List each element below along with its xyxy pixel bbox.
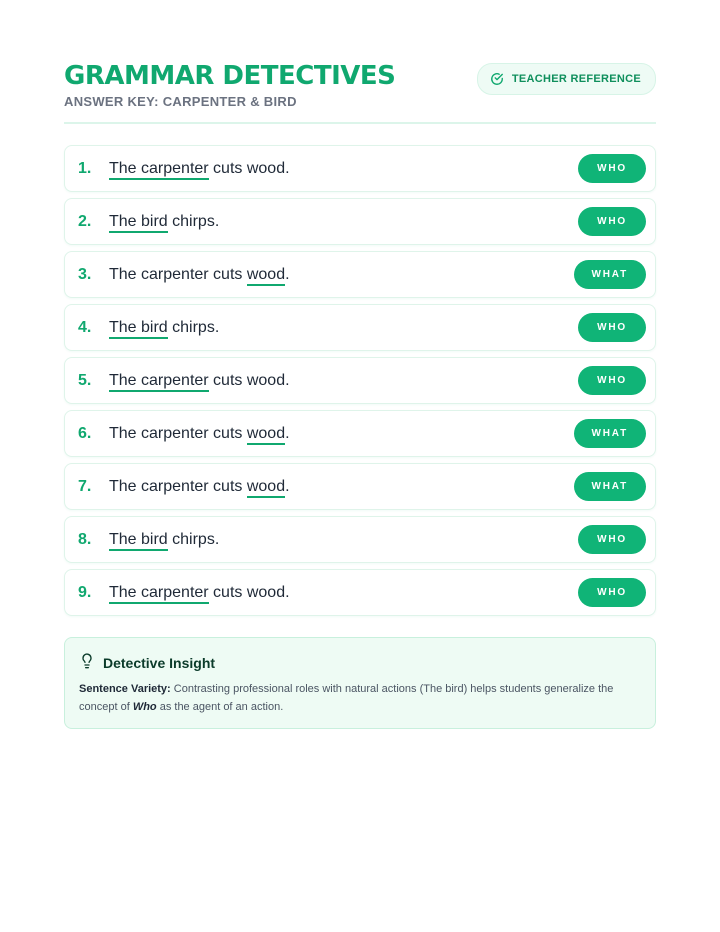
insight-emphasis: Who: [132, 701, 157, 713]
sentence-post: chirps.: [167, 213, 220, 230]
row-number: 8.: [78, 531, 92, 548]
answer-list: [64, 145, 656, 622]
sentence-post: .: [285, 266, 290, 283]
row-sentence: [109, 199, 219, 244]
row-number: 3.: [78, 266, 92, 283]
row-number: 2.: [78, 213, 92, 230]
answer-tag: WHAT: [574, 419, 646, 448]
sentence-underlined: The bird: [109, 319, 168, 339]
answer-tag: WHO: [578, 313, 646, 342]
answer-row: [64, 198, 656, 245]
insight-lead: Sentence Variety:: [79, 683, 171, 695]
sentence-underlined: wood: [247, 425, 285, 445]
row-sentence: [109, 411, 290, 456]
sentence-post: .: [285, 425, 290, 442]
page-subtitle: ANSWER KEY: CARPENTER & BIRD: [64, 94, 297, 109]
check-circle-icon: [490, 72, 504, 86]
answer-tag: WHO: [578, 366, 646, 395]
detective-insight-panel: [64, 637, 656, 729]
answer-row: [64, 410, 656, 457]
sentence-post: cuts wood.: [208, 160, 290, 177]
row-sentence: [109, 464, 290, 509]
page-header: [64, 60, 656, 112]
row-number: 6.: [78, 425, 92, 442]
sentence-pre: The carpenter cuts: [109, 478, 247, 495]
answer-row: [64, 463, 656, 510]
row-number: 7.: [78, 478, 92, 495]
teacher-reference-badge: [477, 63, 656, 95]
sentence-post: .: [285, 478, 290, 495]
sentence-post: chirps.: [167, 531, 220, 548]
answer-tag: WHAT: [574, 472, 646, 501]
row-number: 9.: [78, 584, 92, 601]
answer-tag: WHO: [578, 578, 646, 607]
row-number: 4.: [78, 319, 92, 336]
sentence-post: chirps.: [167, 319, 220, 336]
badge-label: TEACHER REFERENCE: [511, 73, 641, 85]
row-sentence: [109, 305, 219, 350]
insight-header: [79, 652, 641, 674]
answer-row: [64, 357, 656, 404]
sentence-pre: The carpenter cuts: [109, 425, 247, 442]
insight-text-2: as the agent of an action.: [156, 701, 284, 713]
sentence-underlined: wood: [247, 478, 285, 498]
row-number: 5.: [78, 372, 92, 389]
header-divider: [64, 122, 656, 124]
answer-row: [64, 304, 656, 351]
insight-text-1: Contrasting professional roles with natural actions (The bird) helps students generalize the concept of: [79, 683, 614, 713]
row-sentence: [109, 570, 290, 615]
sentence-pre: The carpenter cuts: [109, 266, 247, 283]
sentence-underlined: The bird: [109, 531, 168, 551]
row-sentence: [109, 146, 290, 191]
row-sentence: [109, 517, 219, 562]
answer-tag: WHO: [578, 207, 646, 236]
page-title: GRAMMAR DETECTIVES: [64, 61, 396, 91]
answer-row: [64, 251, 656, 298]
answer-tag: WHO: [578, 154, 646, 183]
insight-body: [79, 680, 641, 716]
sentence-post: cuts wood.: [208, 584, 290, 601]
sentence-underlined: The carpenter: [109, 584, 209, 604]
sentence-underlined: The carpenter: [109, 160, 209, 180]
answer-row: [64, 145, 656, 192]
answer-tag: WHAT: [574, 260, 646, 289]
row-number: 1.: [78, 160, 92, 177]
insight-title: Detective Insight: [103, 655, 216, 671]
sentence-underlined: wood: [247, 266, 285, 286]
sentence-underlined: The carpenter: [109, 372, 209, 392]
sentence-post: cuts wood.: [208, 372, 290, 389]
lightbulb-icon: [79, 652, 95, 675]
row-sentence: [109, 252, 290, 297]
row-sentence: [109, 358, 290, 403]
answer-tag: WHO: [578, 525, 646, 554]
sentence-underlined: The bird: [109, 213, 168, 233]
answer-row: [64, 569, 656, 616]
answer-row: [64, 516, 656, 563]
